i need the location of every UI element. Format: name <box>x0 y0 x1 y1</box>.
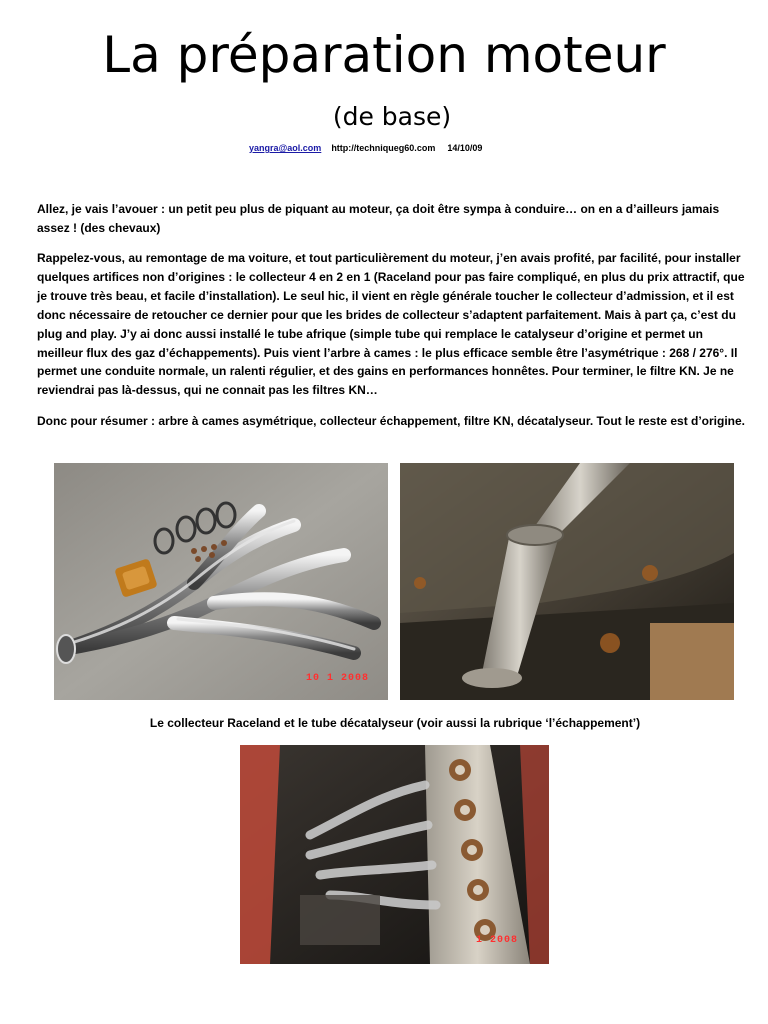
exhaust-header-illustration <box>54 463 388 700</box>
photo-caption: Le collecteur Raceland et le tube décatalyseur (voir aussi la rubrique ‘l’échappement’) <box>149 716 641 730</box>
engine-bay-photo <box>240 745 549 964</box>
website-text: http://techniqueg60.com <box>331 143 436 153</box>
decat-tube-illustration <box>400 463 734 700</box>
author-meta <box>249 142 482 154</box>
summary-paragraph: Donc pour résumer : arbre à cames asymétrique, collecteur échappement, filtre KN, décatalyseur. Tout le reste est d’origine. <box>37 414 746 428</box>
engine-bay-illustration <box>240 745 549 964</box>
decat-tube-photo <box>400 463 734 700</box>
page-title: La préparation moteur <box>102 26 666 84</box>
page-subtitle: (de base) <box>332 102 452 131</box>
photo-datestamp: 10 1 2008 <box>306 673 370 684</box>
date-text: 14/10/09 <box>447 143 483 153</box>
photo-datestamp: 1 2008 <box>476 935 519 946</box>
email-link[interactable]: yangra@aol.com <box>249 143 322 153</box>
exhaust-header-photo <box>54 463 388 700</box>
intro-paragraph: Allez, je vais l’avouer : un petit peu plus de piquant au moteur, ça doit être sympa à conduire… on en a d’ailleurs jamais assez ! (des chevaux) <box>37 202 720 235</box>
main-paragraph: Rappelez-vous, au remontage de ma voiture, et tout particulièrement du moteur, j’en avais profité, par facilité, pour installer quelques artifices non d’origines : le collecteur 4 en 2 en 1 (Raceland pour pas faire compliqué, en plus du prix attractif, que je trouve très beau, et facile d’installation). Le seul hic, il vient en règle générale toucher le collecteur d’admission, et il est donc nécessaire de retoucher ce dernier pour que les brides de collecteur s’adaptent parfaitement. Mais à part ça, c’est du plug and play. J’y ai donc aussi installé le tube afrique (simple tube qui remplace le catalyseur d’origine et permet un meilleur flux des gaz d’échappements). Puis vient l’arbre à cames : le plus efficace semble être l’asymétrique : 268 / 276°. Il permet une conduite normale, un ralenti régulier, et des gains en performances honnêtes. Pour terminer, le filtre KN. Je ne reviendrai pas là-dessus, qui ne connait pas les filtres KN… <box>37 251 745 398</box>
